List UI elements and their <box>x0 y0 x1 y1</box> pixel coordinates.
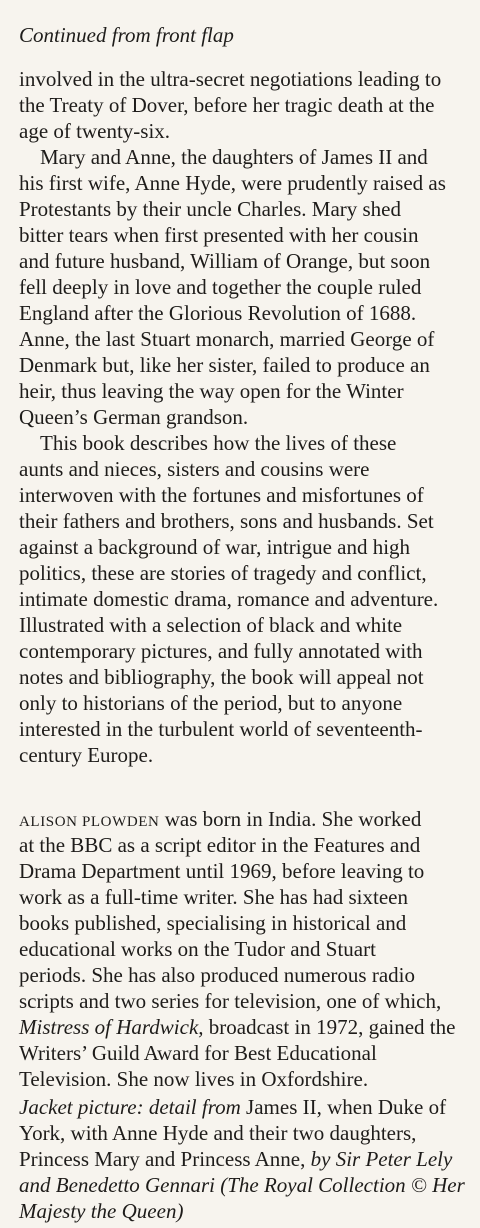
synopsis-line: aunts and nieces, sisters and cousins were <box>19 457 370 481</box>
synopsis-line: Mary and Anne, the daughters of James II and <box>40 145 428 169</box>
bio-line: Drama Department until 1969, before leaving to <box>19 859 425 883</box>
synopsis-line: the Treaty of Dover, before her tragic death at the <box>19 93 435 117</box>
synopsis-line: notes and bibliography, the book will appeal not <box>19 665 424 689</box>
synopsis-line: interwoven with the fortunes and misfortunes of <box>19 483 424 507</box>
bio-line: periods. She has also produced numerous radio <box>19 963 415 987</box>
synopsis-line: contemporary pictures, and fully annotated with <box>19 639 423 663</box>
bio-text: was born in India. She worked <box>159 807 422 831</box>
credit-line: Majesty the Queen) <box>19 1199 184 1223</box>
synopsis-line: involved in the ultra-secret negotiations leading to <box>19 67 442 91</box>
credit-line <box>19 1094 446 1120</box>
continued-header: Continued from front flap <box>19 23 234 47</box>
credit-line: York, with Anne Hyde and their two daughters, <box>19 1121 417 1145</box>
bio-line: scripts and two series for television, one of which, <box>19 989 442 1013</box>
synopsis-line: intimate domestic drama, romance and adventure. <box>19 587 439 611</box>
credit-label: Jacket picture: detail from <box>19 1095 241 1119</box>
bio-award-line <box>19 1014 455 1040</box>
bio-first-line <box>19 806 421 835</box>
book-title: Mistress of Hardwick, <box>19 1015 204 1039</box>
synopsis-line: their fathers and brothers, sons and husbands. Set <box>19 509 434 533</box>
synopsis-line: This book describes how the lives of these <box>40 431 397 455</box>
credit-title: James II, when Duke of <box>240 1095 447 1119</box>
synopsis-line: heir, thus leaving the way open for the Winter <box>19 379 404 403</box>
synopsis-line: Anne, the last Stuart monarch, married George of <box>19 327 435 351</box>
synopsis-line: politics, these are stories of tragedy and conflict, <box>19 561 427 585</box>
synopsis-line: Illustrated with a selection of black and white <box>19 613 403 637</box>
synopsis-line: Protestants by their uncle Charles. Mary shed <box>19 197 401 221</box>
credit-line: and Benedetto Gennari (The Royal Collection © Her <box>19 1173 465 1197</box>
synopsis-line: his first wife, Anne Hyde, were prudently raised as <box>19 171 446 195</box>
synopsis-line: Queen’s German grandson. <box>19 405 249 429</box>
author-name: ALISON PLOWDEN <box>19 814 160 830</box>
synopsis-line: only to historians of the period, but to anyone <box>19 691 403 715</box>
bio-line: books published, specialising in historical and <box>19 911 407 935</box>
bio-text: broadcast in 1972, gained the <box>203 1015 456 1039</box>
synopsis-line: and future husband, William of Orange, but soon <box>19 249 431 273</box>
bio-line: at the BBC as a script editor in the Features and <box>19 833 421 857</box>
credit-line <box>19 1146 452 1172</box>
credit-title: Princess Mary and Princess Anne, <box>19 1147 306 1171</box>
synopsis-line: age of twenty-six. <box>19 119 171 143</box>
synopsis-line: fell deeply in love and together the couple ruled <box>19 275 422 299</box>
synopsis-line: interested in the turbulent world of seventeenth- <box>19 717 423 741</box>
synopsis-line: Denmark but, like her sister, failed to produce an <box>19 353 430 377</box>
bio-line: educational works on the Tudor and Stuart <box>19 937 376 961</box>
bio-line: Television. She now lives in Oxfordshire. <box>19 1067 369 1091</box>
synopsis-line: against a background of war, intrigue and high <box>19 535 411 559</box>
synopsis-line: bitter tears when first presented with her cousin <box>19 223 419 247</box>
bio-line: Writers’ Guild Award for Best Educational <box>19 1041 377 1065</box>
synopsis-line: England after the Glorious Revolution of 1688. <box>19 301 417 325</box>
bio-line: work as a full-time writer. She has had sixteen <box>19 885 408 909</box>
synopsis-line: century Europe. <box>19 743 154 767</box>
credit-artist: by Sir Peter Lely <box>305 1147 453 1171</box>
